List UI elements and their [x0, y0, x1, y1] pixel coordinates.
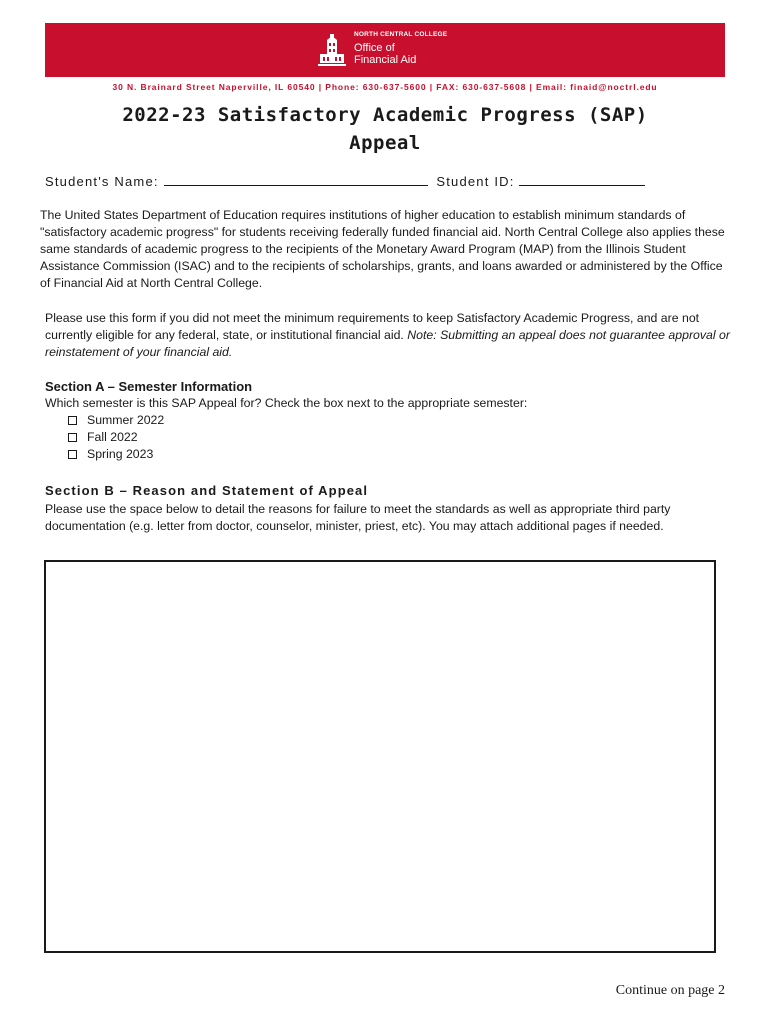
page-title	[45, 101, 725, 157]
intro-paragraph: The United States Department of Education requires institutions of higher education to establish minimum standards of "satisfactory academic progress" for students receiving federally funded financial aid. North Central College also applies these same standards of academic progress to the recipients of the Monetary Award Program (MAP) from the Illinois Student Assistance Commission (ISAC) and to the recipients of scholarships, grants, and loans awarded or administered by the Office of Financial Aid at North Central College.	[40, 208, 725, 290]
college-name: NORTH CENTRAL COLLEGE	[354, 31, 448, 38]
semester-label: Spring 2023	[87, 447, 154, 461]
contact-info: 30 N. Brainard Street Naperville, IL 60540 | Phone: 630-637-5600 | FAX: 630-637-5608 | Email: finaid@noctrl.edu	[112, 82, 658, 92]
eligibility-paragraph	[45, 310, 735, 361]
student-id-label: Student ID:	[436, 174, 515, 189]
header-banner	[45, 23, 725, 77]
page-title-line2: Appeal	[349, 132, 421, 154]
logo-text	[354, 32, 447, 66]
appeal-statement-box[interactable]	[44, 560, 716, 953]
page-title-line1: 2022-23 Satisfactory Academic Progress (SAP)	[122, 104, 648, 126]
appeal-note: Note: Submitting an appeal does not guarantee approval or reinstatement of your financial aid.	[45, 328, 730, 359]
semester-option-spring-2023[interactable]	[68, 446, 725, 463]
section-a-heading: Section A – Semester Information	[45, 379, 253, 394]
college-logo	[316, 32, 476, 72]
section-b-instruction: Please use the space below to detail the reasons for failure to meet the standards as well as appropriate third party documentation (e.g. letter from doctor, counselor, minister, priest, etc). You may attach additional pages if needed.	[45, 502, 671, 533]
office-name-line2: Financial Aid	[354, 53, 417, 66]
checkbox[interactable]	[68, 433, 77, 442]
student-info-line	[45, 173, 725, 189]
student-id-field[interactable]	[519, 173, 645, 186]
section-a-instruction: Which semester is this SAP Appeal for? Check the box next to the appropriate semester:	[45, 396, 528, 410]
college-tower-icon	[316, 32, 348, 69]
continue-note: Continue on page 2	[615, 983, 725, 998]
eligibility-text: Please use this form if you did not meet the minimum requirements to keep Satisfactory Academic Progress, and are not currently eligible for any federal, state, or institutional financial aid.	[45, 311, 700, 342]
semester-label: Fall 2022	[87, 430, 138, 444]
section-a	[45, 378, 725, 463]
semester-label: Summer 2022	[87, 413, 165, 427]
semester-option-fall-2022[interactable]	[68, 429, 725, 446]
office-name-line1: Office of	[354, 41, 395, 54]
section-b	[45, 482, 725, 535]
semester-options	[45, 412, 725, 463]
checkbox[interactable]	[68, 450, 77, 459]
student-name-label: Student's Name:	[45, 174, 159, 189]
section-b-heading: Section B – Reason and Statement of Appeal	[45, 483, 369, 498]
checkbox[interactable]	[68, 416, 77, 425]
semester-option-summer-2022[interactable]	[68, 412, 725, 429]
student-name-field[interactable]	[164, 173, 428, 186]
